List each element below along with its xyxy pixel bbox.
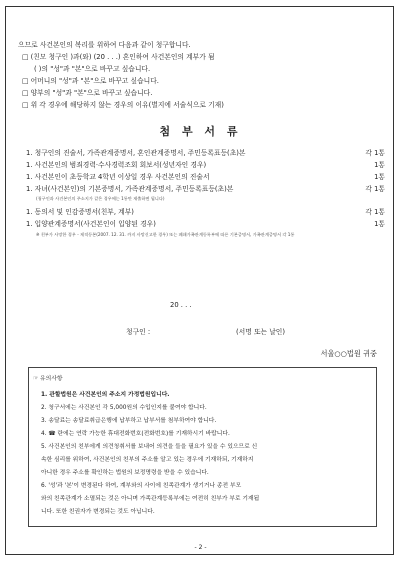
attachment-count: 각 1통 (365, 149, 385, 157)
attachment-count: 1통 (374, 173, 385, 181)
attachment-count: 각 1통 (365, 208, 385, 216)
page-frame (5, 6, 394, 555)
note-item: 2. 청구서에는 사건본인 각 5,000원의 수입인지를 붙여야 합니다. (41, 405, 207, 411)
notes-title: ☞ 유의사항 (33, 376, 63, 382)
seal-label: (서명 또는 날인) (236, 328, 286, 336)
attachment-item: 1. 청구인의 진술서, 가족관계증명서, 혼인관계증명서, 주민등록표등(초)본 (26, 149, 246, 157)
option-other-reason: □ 위 각 경우에 해당하지 않는 경우의 이유(별지에 서술식으로 기재) (22, 101, 224, 109)
note-item: 3. 송달료는 송달료취급은행에 납부하고 납부서를 첨부하여야 합니다. (41, 418, 217, 424)
note-item: 와의 친족관계가 소멸되는 것은 아니며 가족관계등록부에는 여전히 친부가 부로 기재됩 (41, 496, 260, 502)
attachment-count: 1통 (374, 161, 385, 169)
attachment-item: 1. 사건본인이 초등학교 4학년 이상일 경우 사건본인의 진술서 (26, 173, 210, 181)
note-item: 1. 관할법원은 사건본인의 주소지 가정법원입니다. (41, 392, 170, 398)
claimant-label: 청구인 : (126, 328, 151, 336)
option-stepfather-cont: ( )의 "성"과 "본"으로 바꾸고 싶습니다. (34, 65, 151, 73)
notes-box (28, 367, 377, 527)
attachment-item: 1. 동의서 및 인감증명서(친부, 계부) (26, 208, 134, 216)
page-number: - 2 - (194, 544, 207, 551)
note-item: 6. '성'과 '본'이 변경된다 하여, 계부와의 사이에 친족관계가 생기거나 종전 부모 (41, 483, 242, 489)
attachment-item: 1. 자녀(사건본인)의 기본증명서, 가족관계증명서, 주민등록표등(초)본 (26, 185, 234, 193)
attachment-subnote: (청구인과 사건본인의 주소지가 같은 경우에는 1통만 제출하면 됩니다) (36, 196, 165, 201)
attachment-count: 1통 (374, 220, 385, 228)
attachment-item: 1. 사건본인의 범죄경력·수사경력조회 회보서(성년자인 경우) (26, 161, 207, 169)
court-name: 서울○○법원 귀중 (320, 349, 377, 358)
note-item: 아니한 경우 주소를 확인하는 법원의 보정명령을 받을 수 있습니다. (41, 470, 209, 476)
note-item: 4. ☎ 란에는 연락 가능한 휴대전화번호(전화번호)를 기재하시기 바랍니다. (41, 431, 230, 437)
note-item: 속한 심리를 위하여, 사건본인의 친부의 주소를 알고 있는 경우에 기재하되, 기재하지 (41, 457, 254, 463)
option-adoptive-father: □ 양부의 "성"과 "본"으로 바꾸고 싶습니다. (22, 89, 153, 97)
note-item: 니다. 또한 친권자가 변경되는 것도 아닙니다. (41, 509, 155, 515)
attachment-count: 각 1통 (365, 185, 385, 193)
option-stepfather: □ (친모 청구인 )과(와) (20 . . .) 혼인하여 사건본인의 계부가 됨 (22, 53, 215, 61)
signature-date: 20 . . . (170, 301, 192, 309)
attachment-item: 1. 입양관계증명서(사건본인이 입양된 경우) (26, 220, 156, 228)
note-item: 5. 사건본인의 친부에게 의견청취서를 보내어 의견을 들을 필요가 있을 수 있으므로 신 (41, 444, 258, 450)
attachments-footnote: ※ 친부가 사망한 경우 - 제적등본(2007. 12. 31. 까지 사망신고한 경우) 또는 폐쇄가족관계등록부에 따른 기본증명서, 가족관계증명서 각 1통 (36, 232, 295, 237)
option-mother: □ 어머니의 "성"과 "본"으로 바꾸고 싶습니다. (22, 77, 159, 85)
attachments-heading: 첨 부 서 류 (159, 125, 242, 138)
claim-intro: 으므로 사건본인의 복리를 위하여 다음과 같이 청구합니다. (18, 41, 191, 49)
